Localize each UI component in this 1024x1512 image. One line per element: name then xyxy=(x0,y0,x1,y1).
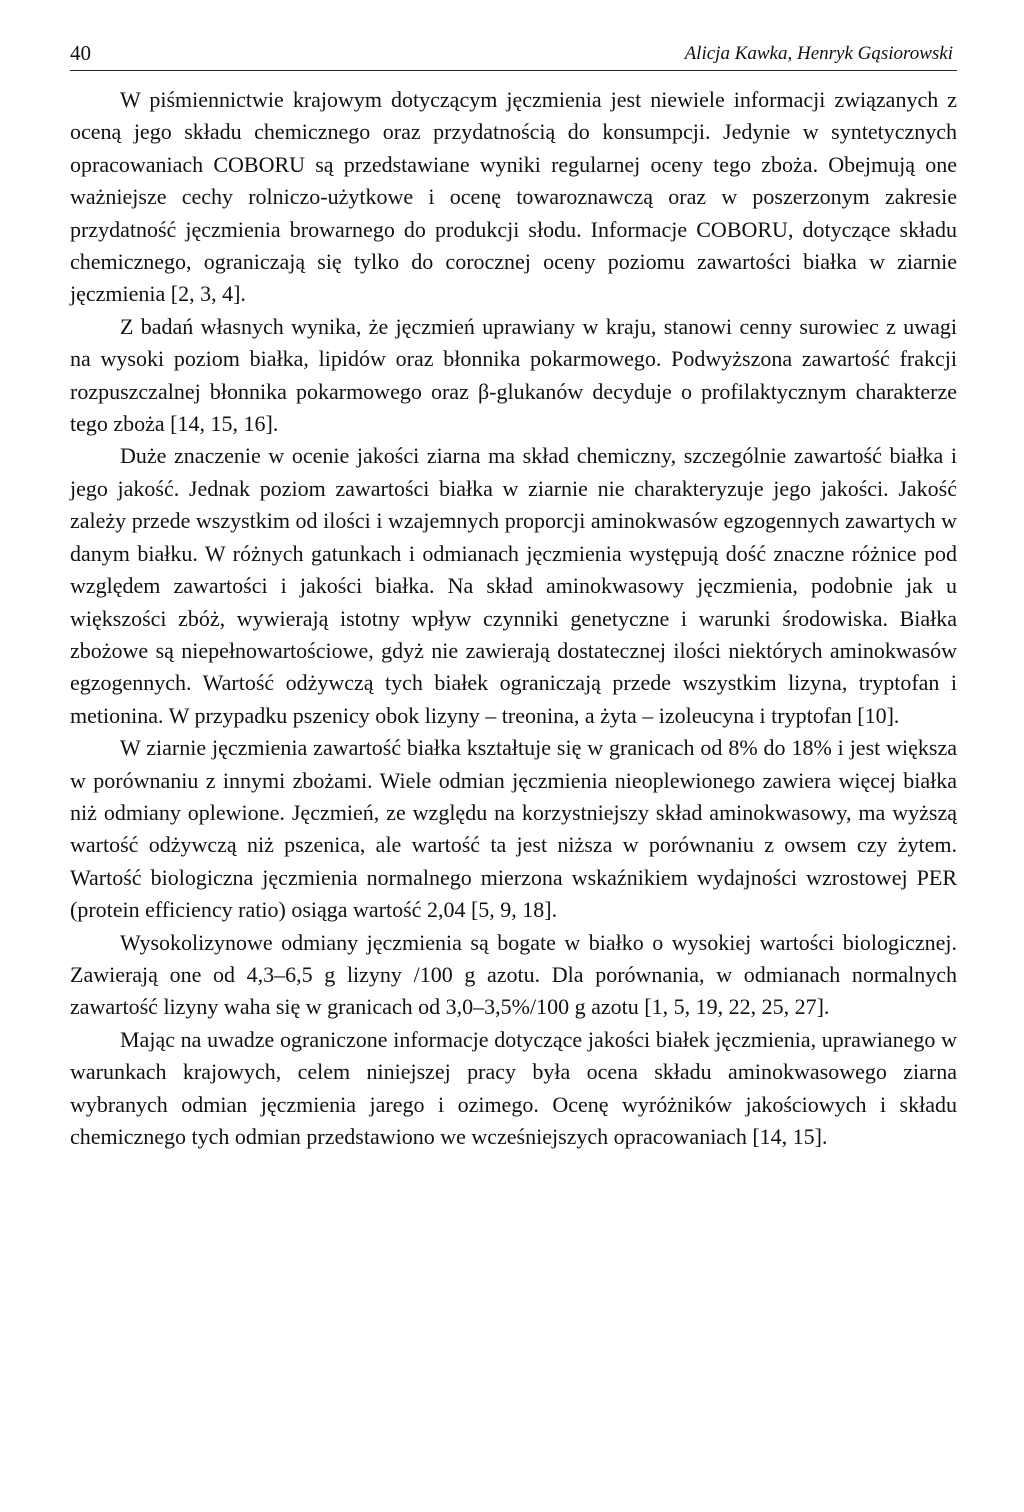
paragraph-6: Mając na uwadze ograniczone informacje dotyczące jakości białek jęczmienia, uprawianego w warunkach krajowych, celem niniejszej pracy była ocena składu aminokwasowego ziarna wybranych odmian jęczmienia jarego i ozimego. Ocenę wyróżników jakościowych i składu chemicznego tych odmian przedstawiono we wcześniejszych opracowaniach [14, 15]. xyxy=(70,1026,957,1149)
paragraph-3: Duże znaczenie w ocenie jakości ziarna ma skład chemiczny, szczególnie zawartość białka i jego jakość. Jednak poziom zawartości białka w ziarnie nie charakteryzuje jego jakości. Jakość zależy przede wszystkim od ilości i wzajemnych proporcji aminokwasów egzogennych zawartych w danym białku. W różnych gatunkach i odmianach jęczmienia występują dość znaczne różnice pod względem zawartości i jakości białka. Na skład aminokwasowy jęczmienia, podobnie jak u większości zbóż, wywierają istotny wpływ czynniki genetyczne i warunki środowiska. Białka zbożowe są niepełnowartościowe, gdyż nie zawierają dostatecznej ilości niektórych aminokwasów egzogennych. Wartość odżywczą tych białek ograniczają przede wszystkim lizyna, tryptofan i metionina. W przypadku pszenicy obok lizyny – treonina, a żyta – izoleucyna i tryptofan [10]. xyxy=(70,443,957,728)
paragraph-2: Z badań własnych wynika, że jęczmień uprawiany w kraju, stanowi cenny surowiec z uwagi na wysoki poziom białka, lipidów oraz błonnika pokarmowego. Podwyższona zawartość frakcji rozpuszczalnej błonnika pokarmowego oraz β-glukanów decyduje o profilaktycznym charakterze tego zboża [14, 15, 16]. xyxy=(70,313,957,437)
page-header xyxy=(70,40,957,71)
paragraph-1: W piśmiennictwie krajowym dotyczącym jęczmienia jest niewiele informacji związanych z oceną jego składu chemicznego oraz przydatnością do konsumpcji. Jedynie w syntetycznych opracowaniach COBORU są przedstawiane wyniki regularnej oceny tego zboża. Obejmują one ważniejsze cechy rolniczo-użytkowe i ocenę towaroznawczą oraz w poszerzonym zakresie przydatność jęczmienia browarnego do produkcji słodu. Informacje COBORU, dotyczące składu chemicznego, ograniczają się tylko do corocznej oceny poziomu zawartości białka w ziarnie jęczmienia [2, 3, 4]. xyxy=(70,87,957,307)
paragraph-4: W ziarnie jęczmienia zawartość białka kształtuje się w granicach od 8% do 18% i jest większa w porównaniu z innymi zbożami. Wiele odmian jęczmienia nieoplewionego zawiera więcej białka niż odmiany oplewione. Jęczmień, ze względu na korzystniejszy skład aminokwasowy, ma wyższą wartość odżywczą niż pszenica, ale wartość ta jest niższa w porównaniu z owsem czy żytem. Wartość biologiczna jęczmienia normalnego mierzona wskaźnikiem wydajności wzrostowej PER (protein efficiency ratio) osiąga wartość 2,04 [5, 9, 18]. xyxy=(70,735,957,923)
paragraph-5: Wysokolizynowe odmiany jęczmienia są bogate w białko o wysokiej wartości biologicznej. Zawierają one od 4,3–6,5 g lizyny /100 g azotu. Dla porównania, w odmianach normalnych zawartość lizyny waha się w granicach od 3,0–3,5%/100 g azotu [1, 5, 19, 22, 25, 27]. xyxy=(70,929,957,1020)
article-body xyxy=(70,84,957,1153)
page-number: 40 xyxy=(70,41,91,65)
running-head-authors: Alicja Kawka, Henryk Gąsiorowski xyxy=(684,43,953,64)
